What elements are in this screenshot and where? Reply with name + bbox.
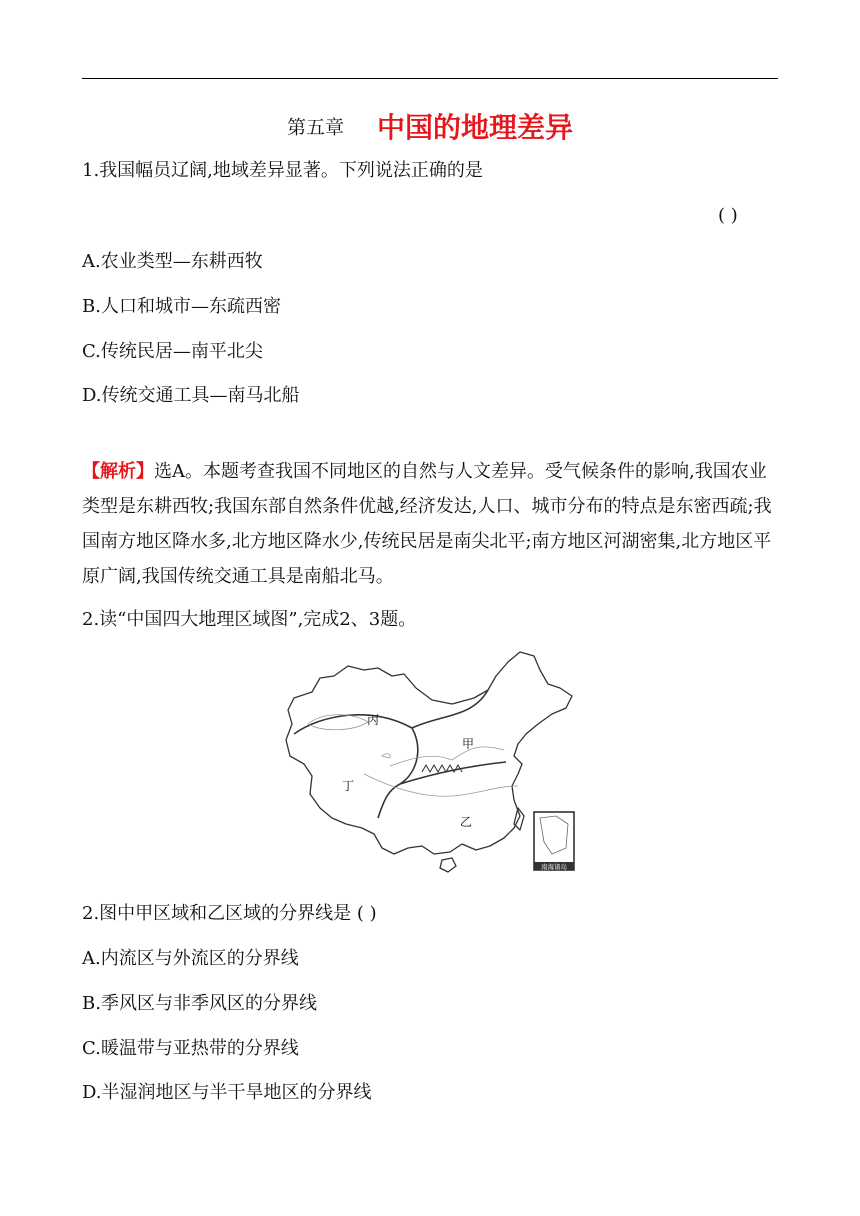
q1-option-d: D.传统交通工具—南马北船 [82,385,300,406]
inset-label: 南海诸岛 [541,863,567,871]
q1-answer-blank: ( ) [718,205,738,226]
analysis-tag: 【解析】 [82,461,154,482]
q2-option-b: B.季风区与非季风区的分界线 [82,993,317,1014]
river-yellow [390,747,504,766]
river-yangtze [364,774,518,796]
region-boundary-plateau [378,728,418,818]
q1-option-a: A.农业类型—东耕西牧 [82,251,263,272]
q2-option-a: A.内流区与外流区的分界线 [82,948,299,969]
q1-stem: 1.我国幅员辽阔,地域差异显著。下列说法正确的是 [82,160,483,181]
q2-intro: 2.读“中国四大地理区域图”,完成2、3题。 [82,609,417,630]
q2-option-d: D.半湿润地区与半干旱地区的分界线 [82,1082,372,1103]
qinling-mountains [422,765,462,772]
analysis-text: 选A。本题考查我国不同地区的自然与人文差异。受气候条件的影响,我国农业类型是东耕西牧;我国东部自然条件优越,经济发达,人口、城市分布的特点是东密西疏;我国南方地区降水多,北方地区降水少,传统民居是南尖北平;南方地区河湖密集,北方地区平原广阔,我国传统交通工具是南船北马。 [82,461,772,587]
q2-stem: 2.图中甲区域和乙区域的分界线是 ( ) [82,903,377,924]
q1-option-c: C.传统民居—南平北尖 [82,341,263,362]
china-outline [286,652,572,854]
region-boundary-qinling [400,762,506,784]
map-label-ding: 丁 [342,779,355,793]
q2-option-c: C.暖温带与亚热带的分界线 [82,1038,299,1059]
q1-option-b: B.人口和城市—东疏西密 [82,296,281,317]
map-label-bing: 丙 [367,713,380,727]
map-label-jia: 甲 [462,737,475,751]
header-rule [82,78,778,79]
south-china-sea-inset [534,812,574,871]
map-label-yi: 乙 [460,815,473,829]
region-boundary-north [294,690,488,734]
chapter-number: 第五章 [286,116,344,139]
lake-qinghai [382,754,390,758]
china-regions-map [282,648,580,874]
island-hainan [440,858,456,872]
page-title [0,106,860,146]
q1-analysis [82,454,778,594]
chapter-title: 中国的地理差异 [377,111,574,144]
